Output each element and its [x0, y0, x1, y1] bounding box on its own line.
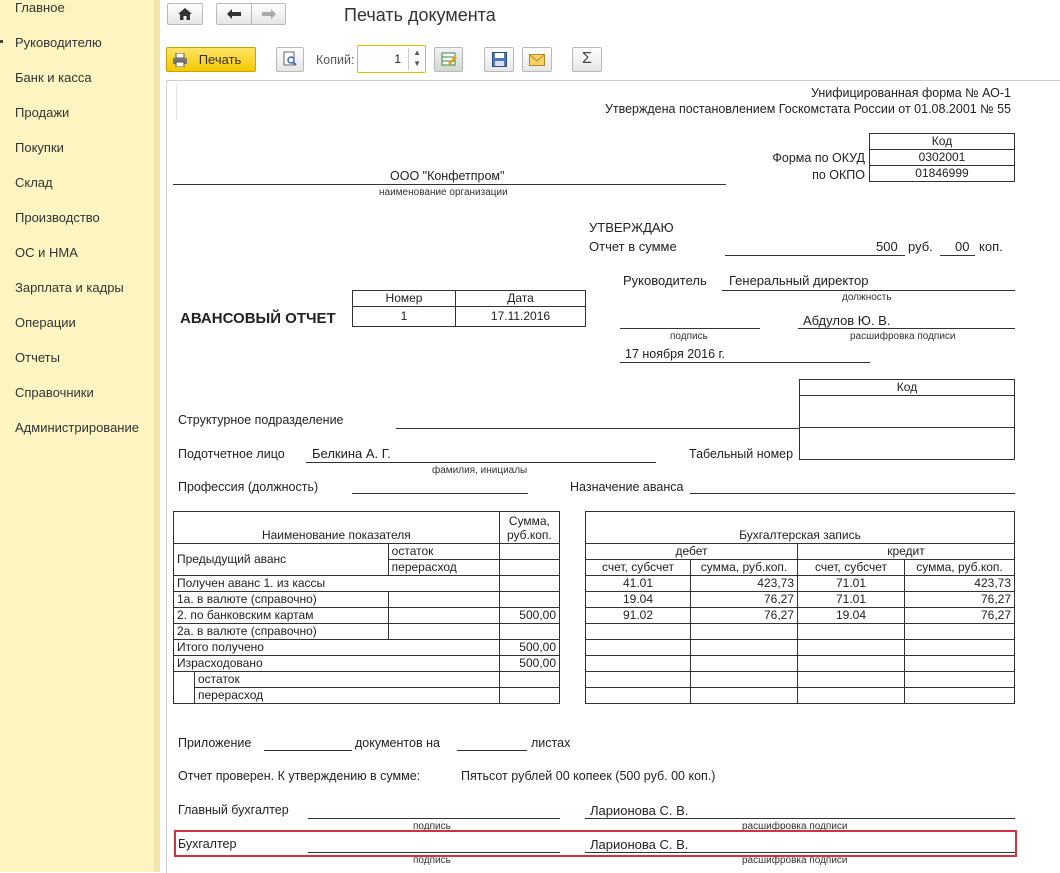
- sidebar-item-main[interactable]: Главное: [15, 0, 65, 15]
- accountant-name-line: [585, 852, 1015, 853]
- tab-number-label: Табельный номер: [689, 447, 794, 461]
- table-cell: 71.01: [798, 592, 905, 608]
- sidebar-item-salary[interactable]: Зарплата и кадры: [15, 280, 124, 295]
- head-signature-line: [620, 328, 760, 329]
- table-cell: [798, 640, 905, 656]
- debit-account-header: счет, субсчет: [586, 560, 691, 576]
- table-cell: [798, 624, 905, 640]
- okud-label: Форма по ОКУД: [772, 151, 865, 165]
- sidebar-item-assets[interactable]: ОС и НМА: [15, 245, 78, 260]
- sidebar-item-purchases[interactable]: Покупки: [15, 140, 64, 155]
- table-cell: 76,27: [905, 608, 1015, 624]
- dept-code-table: [799, 379, 1015, 460]
- table-row: 2а. в валюте (справочно): [174, 624, 389, 640]
- accountant-name-caption: расшифровка подписи: [742, 855, 848, 866]
- okpo-value: 01846999: [870, 166, 1015, 182]
- sidebar-item-operations[interactable]: Операции: [15, 315, 76, 330]
- table-cell: 41.01: [586, 576, 691, 592]
- accountant-name: Ларионова С. В.: [590, 837, 689, 852]
- table-cell: [586, 688, 691, 704]
- table-row: Итого получено: [174, 640, 500, 656]
- date-value: 17.11.2016: [456, 307, 586, 327]
- table-cell: [388, 608, 499, 624]
- accounting-title: Бухгалтерская запись: [586, 512, 1015, 544]
- documents-on-label: документов на: [355, 736, 440, 750]
- table-cell: [691, 656, 798, 672]
- table-cell: [586, 624, 691, 640]
- table-cell: [905, 656, 1015, 672]
- attachment-count-line: [264, 750, 352, 751]
- table-cell: [691, 624, 798, 640]
- bottom-remainder-label: остаток: [195, 672, 500, 688]
- home-icon: [178, 8, 192, 20]
- purpose-line: [690, 493, 1015, 494]
- prev-advance-label: Предыдущий аванс: [174, 544, 389, 576]
- table-cell: [905, 672, 1015, 688]
- number-header: Номер: [353, 291, 456, 307]
- table-cell: [905, 624, 1015, 640]
- copies-input[interactable]: [357, 45, 426, 73]
- okud-value: 0302001: [870, 150, 1015, 166]
- report-sum-kop: 00: [955, 239, 970, 254]
- sidebar-item-reports[interactable]: Отчеты: [15, 350, 60, 365]
- accounting-entry-table: [585, 511, 1015, 704]
- table-cell: [499, 672, 559, 688]
- table-cell: [905, 688, 1015, 704]
- table-cell: 423,73: [905, 576, 1015, 592]
- sum-button[interactable]: [572, 47, 602, 72]
- accountant-signature-line: [308, 852, 560, 853]
- table-cell-sum: [499, 592, 559, 608]
- number-value: 1: [353, 307, 456, 327]
- kop-label: коп.: [979, 239, 1003, 254]
- sigma-icon: Σ: [582, 50, 592, 67]
- table-cell: 91.02: [586, 608, 691, 624]
- person-label: Подотчетное лицо: [178, 447, 285, 461]
- prev-remainder-sum: [499, 544, 559, 560]
- checked-value: Пятьсот рублей 00 копеек (500 руб. 00 коп.): [461, 769, 716, 783]
- debit-sum-header: сумма, руб.коп.: [691, 560, 798, 576]
- person-value: Белкина А. Г.: [312, 446, 391, 461]
- table-cell: 423,73: [691, 576, 798, 592]
- print-button[interactable]: [166, 47, 256, 72]
- col-sum-header-1: Сумма,: [508, 513, 550, 528]
- approved-by: Утверждена постановлением Госкомстата России от 01.08.2001 № 55: [604, 102, 1011, 116]
- table-cell: 19.04: [798, 608, 905, 624]
- table-cell: [691, 640, 798, 656]
- sidebar-item-bank[interactable]: Банк и касса: [15, 70, 92, 85]
- table-row: Израсходовано: [174, 656, 500, 672]
- code-header: Код: [870, 134, 1015, 150]
- sidebar-item-warehouse[interactable]: Склад: [15, 175, 53, 190]
- table-cell: [499, 688, 559, 704]
- table-row: 2. по банковским картам: [174, 608, 389, 624]
- report-number-table: [352, 290, 586, 327]
- advance-summary-table: [173, 511, 560, 704]
- accountant-signature-caption: подпись: [413, 855, 451, 866]
- sidebar-item-manager[interactable]: Руководителю: [15, 35, 102, 50]
- attachment-label: Приложение: [178, 736, 252, 750]
- person-line: [306, 462, 656, 463]
- table-cell-sum: 500,00: [499, 656, 559, 672]
- sheets-label: листах: [531, 736, 571, 750]
- rub-label: руб.: [908, 239, 933, 254]
- head-name-line: [798, 328, 1015, 329]
- profession-label: Профессия (должность): [178, 480, 319, 494]
- table-cell: [798, 672, 905, 688]
- home-button[interactable]: [167, 3, 203, 25]
- organization-line: [173, 184, 726, 185]
- okud-code-table: [869, 133, 1015, 182]
- floppy-disk-icon: [492, 52, 507, 67]
- table-cell-sum: [499, 576, 559, 592]
- position-caption: должность: [842, 292, 892, 303]
- table-cell: [586, 656, 691, 672]
- okpo-label: по ОКПО: [812, 168, 865, 182]
- sidebar-edge: [154, 0, 160, 872]
- bottom-overspend-label: перерасход: [195, 688, 500, 704]
- table-edit-icon: [441, 51, 457, 67]
- table-cell-sum: 500,00: [499, 608, 559, 624]
- page-title: Печать документа: [344, 5, 496, 25]
- organization-name: ООО "Конфетпром": [390, 169, 505, 183]
- table-cell: [388, 624, 499, 640]
- forward-button[interactable]: [251, 3, 286, 25]
- debit-header: дебет: [586, 544, 798, 560]
- chief-accountant-label: Главный бухгалтер: [178, 803, 289, 817]
- chief-name-line: [585, 818, 1015, 819]
- table-cell: [691, 688, 798, 704]
- head-signature-caption: подпись: [670, 331, 708, 342]
- arrow-right-icon: [262, 9, 276, 19]
- table-cell-sum: [499, 624, 559, 640]
- head-name-caption: расшифровка подписи: [850, 331, 956, 342]
- preview-button[interactable]: [276, 47, 304, 72]
- report-kop-line: [940, 255, 975, 256]
- back-button[interactable]: [216, 3, 251, 25]
- table-cell: 19.04: [586, 592, 691, 608]
- table-cell: [388, 592, 499, 608]
- col-sum-header: [499, 512, 559, 544]
- date-header: Дата: [456, 291, 586, 307]
- table-cell-sum: 500,00: [499, 640, 559, 656]
- chief-name-caption: расшифровка подписи: [742, 821, 848, 832]
- sidebar-item-admin[interactable]: Администрирование: [15, 420, 139, 435]
- envelope-icon: [529, 54, 545, 66]
- spin-divider: [408, 48, 409, 70]
- table-cell: [798, 656, 905, 672]
- code-header2: Код: [800, 380, 1015, 396]
- prev-overspend-label: перерасход: [388, 560, 499, 576]
- report-sum-rub: 500: [876, 239, 898, 254]
- print-label: Печать: [198, 52, 242, 67]
- organization-caption: наименование организации: [379, 187, 508, 198]
- approve-title: УТВЕРЖДАЮ: [589, 220, 674, 235]
- approve-date: 17 ноября 2016 г.: [625, 347, 725, 361]
- table-row: Получен аванс 1. из кассы: [174, 576, 500, 592]
- page-preview-icon: [282, 51, 298, 67]
- send-email-button[interactable]: [522, 47, 552, 72]
- purpose-label: Назначение аванса: [570, 480, 684, 494]
- cursor-mark: [176, 84, 177, 120]
- save-button[interactable]: [484, 47, 514, 72]
- chief-accountant-name: Ларионова С. В.: [590, 803, 689, 818]
- table-cell: [798, 688, 905, 704]
- col-sum-header-2: руб.коп.: [506, 527, 552, 542]
- prev-overspend-sum: [499, 560, 559, 576]
- form-name: Унифицированная форма № АО-1: [810, 86, 1011, 100]
- report-sum-label: Отчет в сумме: [589, 239, 677, 254]
- sidebar-marker: [0, 40, 3, 43]
- table-cell: 71.01: [798, 576, 905, 592]
- head-name: Абдулов Ю. В.: [803, 313, 891, 328]
- spin-down-icon[interactable]: ▼: [413, 59, 421, 68]
- sidebar-item-production[interactable]: Производство: [15, 210, 100, 225]
- copies-value: 1: [394, 52, 401, 66]
- sheets-count-line: [457, 750, 527, 751]
- table-cell: [905, 640, 1015, 656]
- prev-remainder-label: остаток: [388, 544, 499, 560]
- arrow-left-icon: [227, 9, 241, 19]
- dept-line: [396, 428, 799, 429]
- col-name-header: Наименование показателя: [174, 512, 500, 544]
- table-row: 1а. в валюте (справочно): [174, 592, 389, 608]
- report-sum-line: [725, 255, 905, 256]
- head-label: Руководитель: [623, 273, 707, 288]
- table-cell: 76,27: [905, 592, 1015, 608]
- dept-label: Структурное подразделение: [178, 413, 344, 427]
- document-area: [166, 80, 1060, 873]
- chief-signature-caption: подпись: [413, 821, 451, 832]
- copies-label: Копий:: [316, 53, 355, 67]
- table-cell: [586, 640, 691, 656]
- head-position: Генеральный директор: [729, 273, 869, 288]
- checked-label: Отчет проверен. К утверждению в сумме:: [178, 769, 421, 783]
- printer-icon: [173, 53, 187, 67]
- tab-number-cell: [800, 428, 1015, 460]
- sidebar: [0, 0, 155, 872]
- sidebar-item-references[interactable]: Справочники: [15, 385, 94, 400]
- table-cell: [586, 672, 691, 688]
- table-cell: [174, 672, 195, 704]
- credit-header: кредит: [798, 544, 1015, 560]
- credit-sum-header: сумма, руб.коп.: [905, 560, 1015, 576]
- chief-signature-line: [308, 818, 560, 819]
- accountant-label: Бухгалтер: [178, 837, 237, 851]
- dept-code-cell: [800, 396, 1015, 428]
- credit-account-header: счет, субсчет: [798, 560, 905, 576]
- person-caption: фамилия, инициалы: [432, 465, 528, 476]
- profession-line: [352, 493, 528, 494]
- spin-up-icon[interactable]: ▲: [413, 48, 421, 57]
- table-cell: 76,27: [691, 592, 798, 608]
- approve-date-line: [620, 362, 870, 363]
- head-position-line: [722, 290, 1015, 291]
- table-cell: 76,27: [691, 608, 798, 624]
- edit-toggle-button[interactable]: [434, 47, 463, 72]
- report-title: АВАНСОВЫЙ ОТЧЕТ: [180, 310, 336, 327]
- table-cell: [691, 672, 798, 688]
- sidebar-item-sales[interactable]: Продажи: [15, 105, 70, 120]
